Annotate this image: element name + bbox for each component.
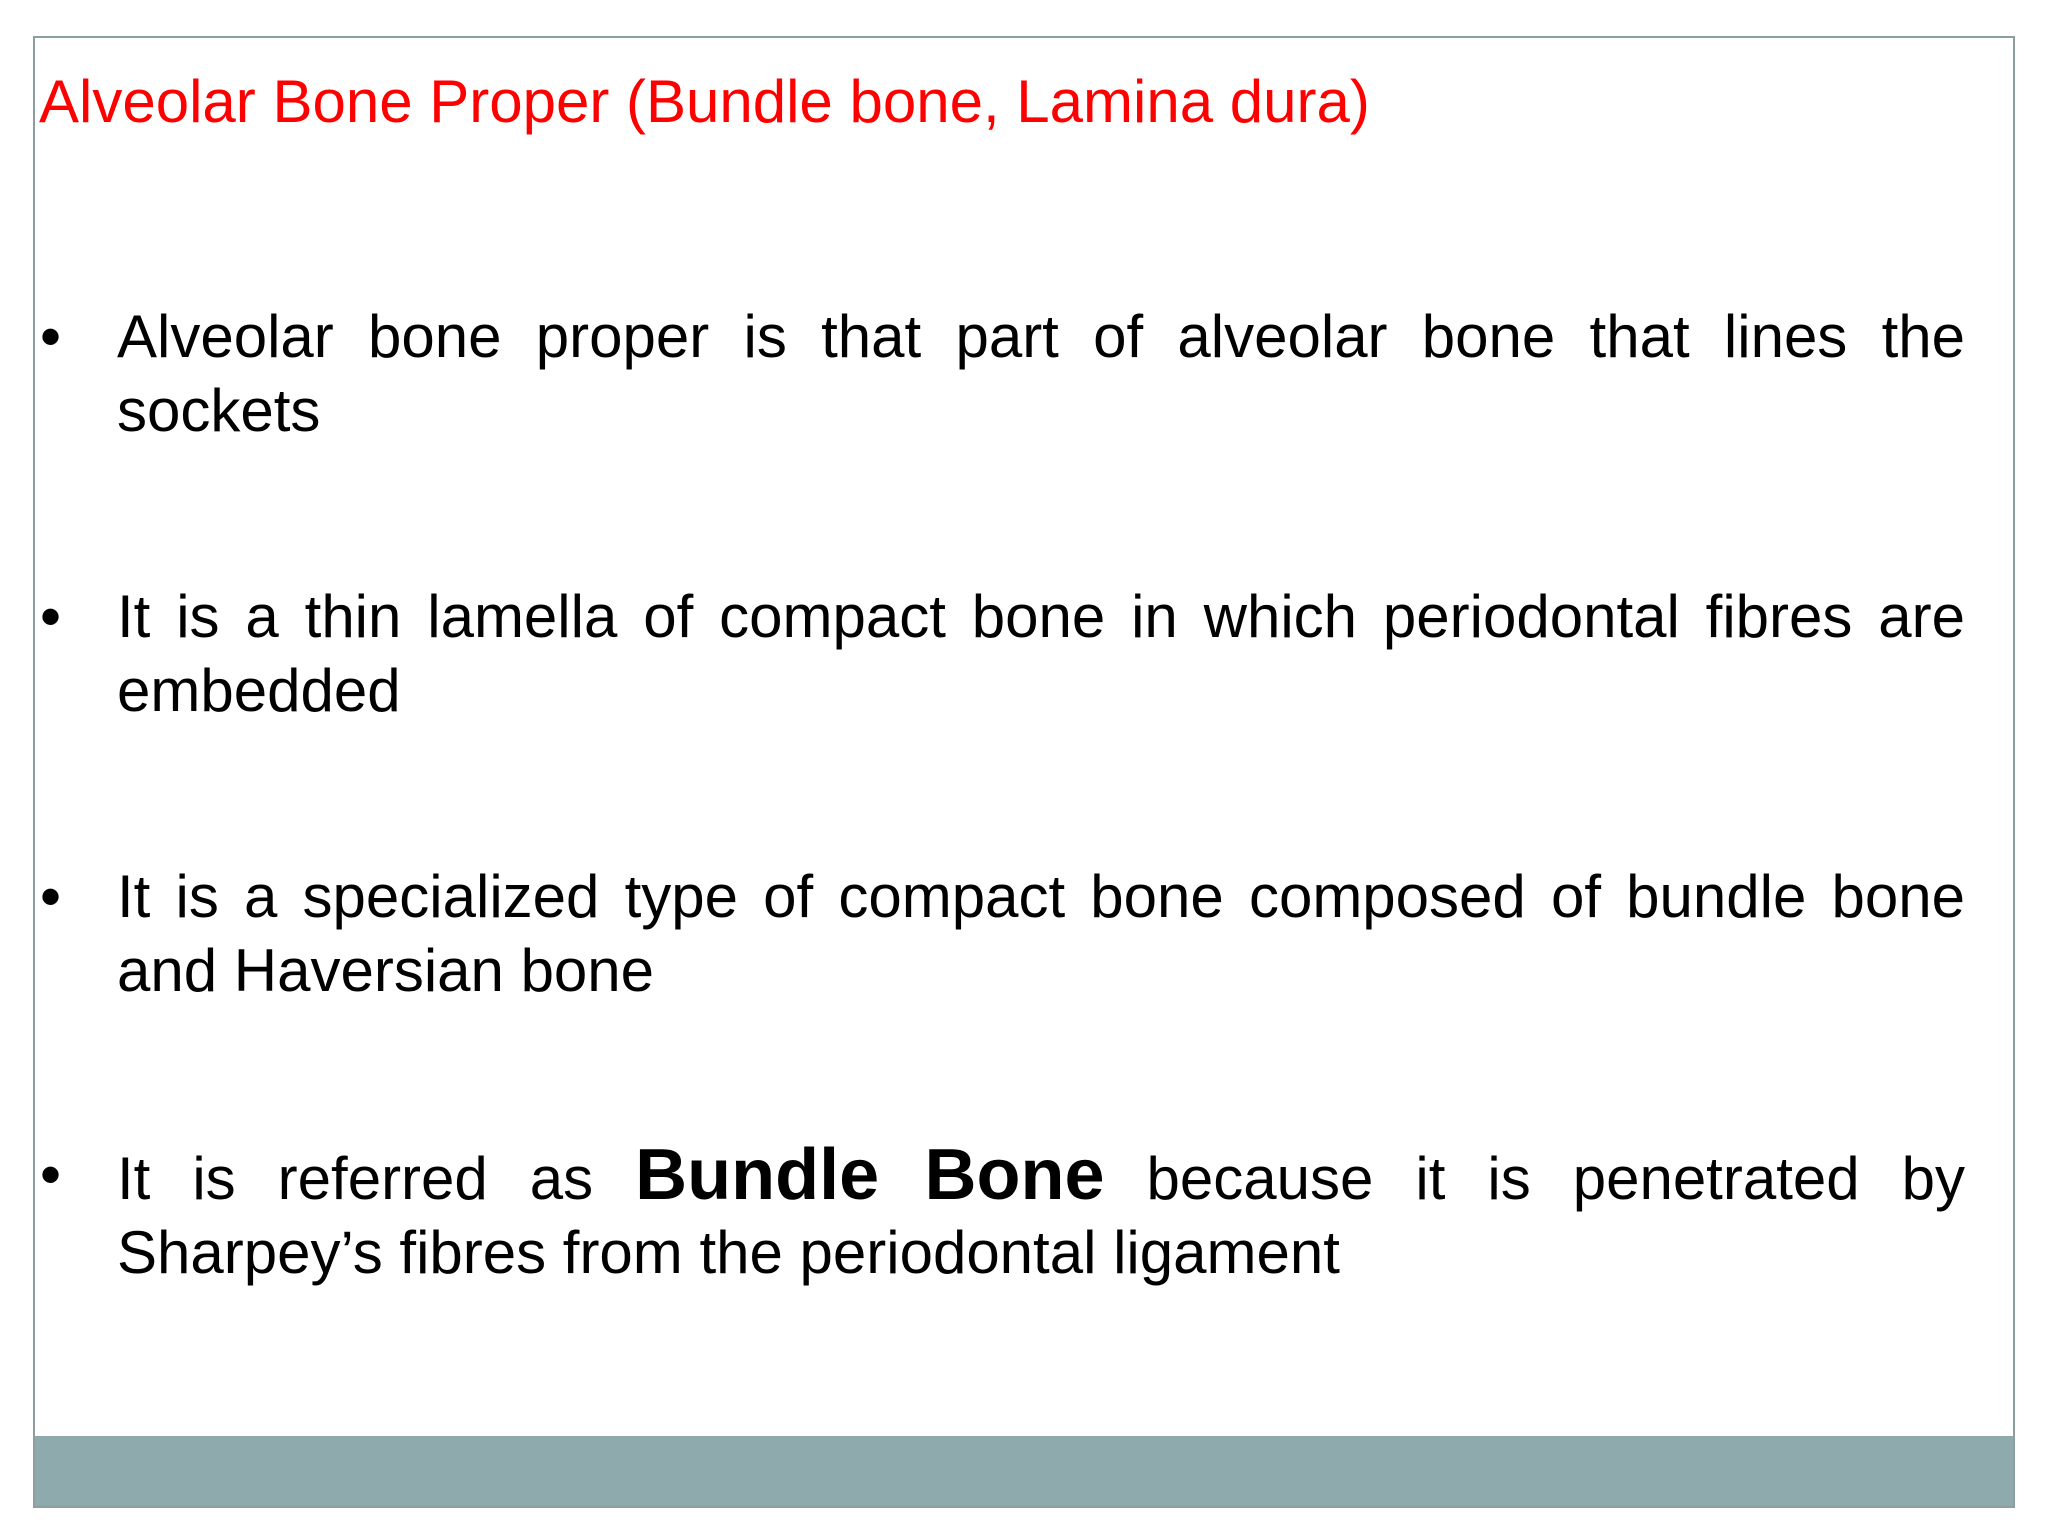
bullet-text: Alveolar bone proper is that part of alveolar bone that lines the sockets [117, 303, 1965, 444]
bullet-marker: • [40, 1141, 62, 1208]
bullet-text: It is a specialized type of compact bone composed of bundle bone and Haversian bone [117, 863, 1965, 1004]
bullet-text: It is a thin lamella of compact bone in which periodontal fibres are embedded [117, 583, 1965, 724]
bullet-marker: • [40, 863, 62, 930]
bullet-marker: • [40, 303, 62, 370]
slide [33, 36, 2015, 1508]
bullet-text-after: because it is penetrated by Sharpey’s fibres from the periodontal ligament [117, 1145, 1965, 1286]
bullet-marker: • [40, 583, 62, 650]
bullet-text-before: It is referred as [117, 1145, 636, 1212]
bundle-bone-emphasis: Bundle Bone [635, 1135, 1105, 1215]
footer-bar [35, 1436, 2013, 1506]
bullet-text [117, 1135, 1965, 1290]
slide-title: Alveolar Bone Proper (Bundle bone, Lamina dura) [39, 68, 1370, 135]
